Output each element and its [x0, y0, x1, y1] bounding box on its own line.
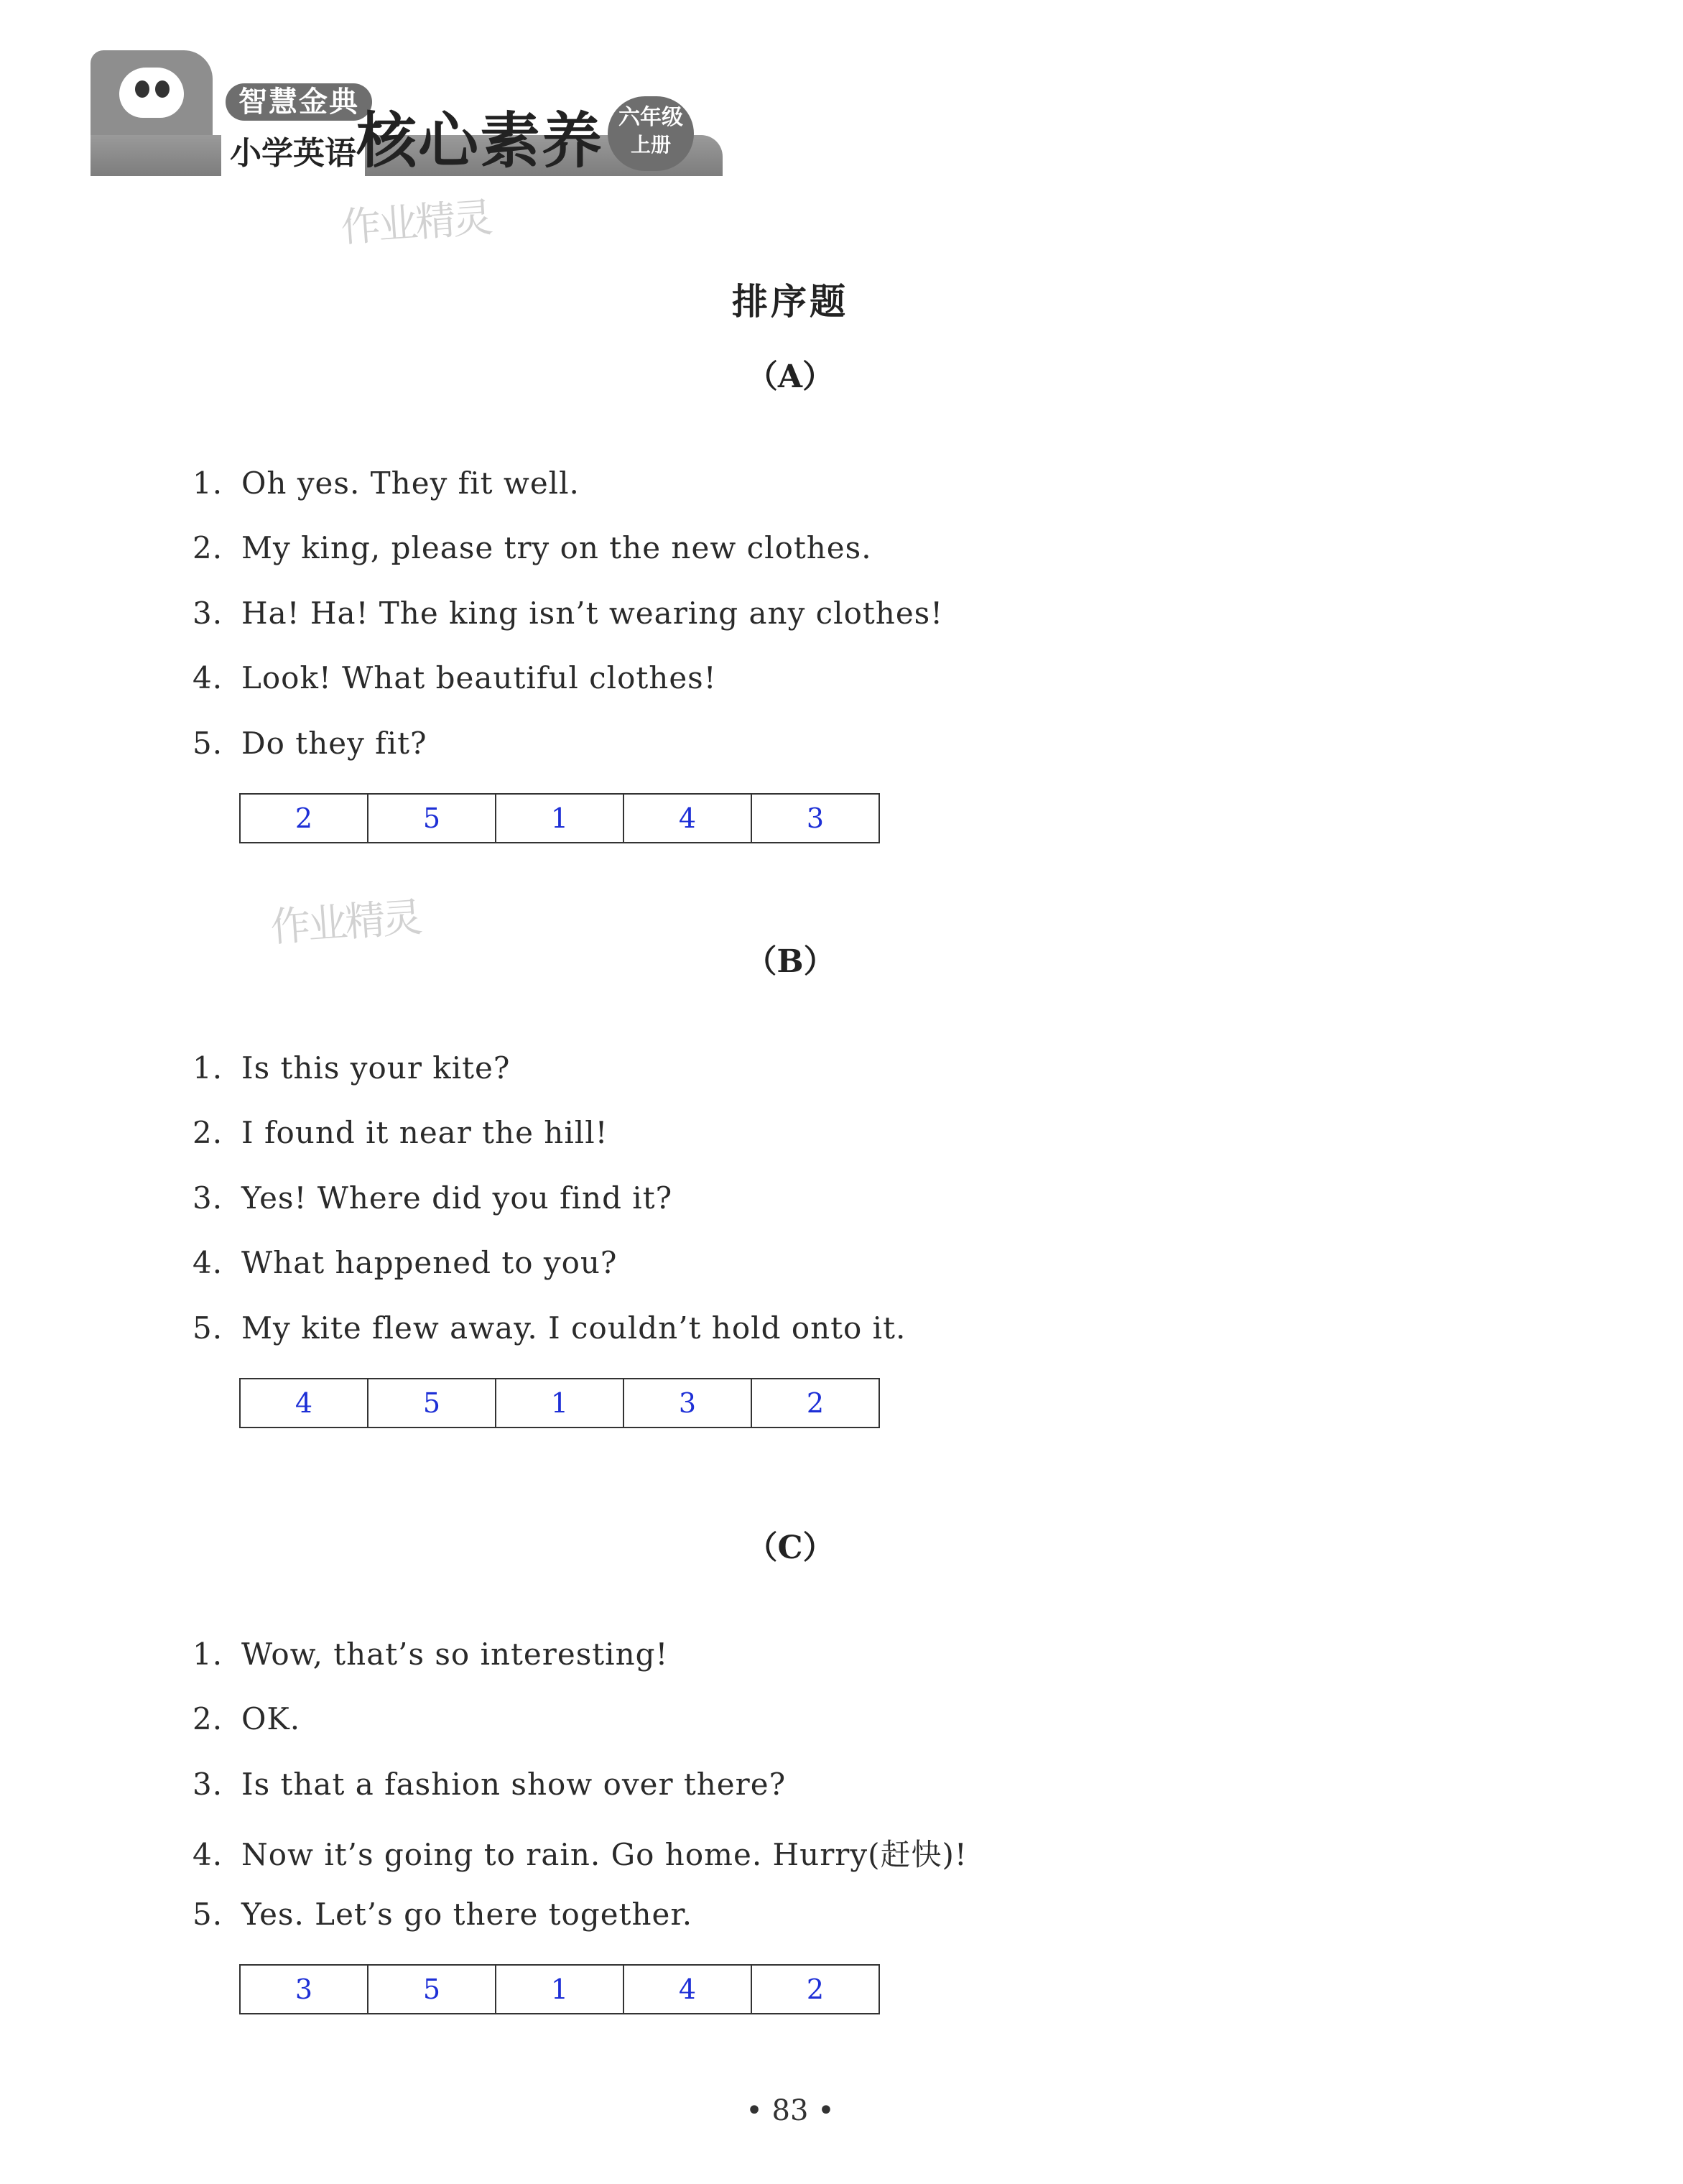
list-item: [193, 1180, 672, 1216]
answer-table: [239, 793, 880, 843]
item-number: 5.: [193, 1897, 223, 1932]
list-item: [193, 1050, 510, 1086]
item-text: Do they fit?: [241, 726, 427, 761]
section-label: （C）: [746, 1530, 835, 1566]
item-text: Now it’s going to rain. Go home. Hurry(赶快)!: [241, 1837, 968, 1872]
answer-cell: 1: [496, 1379, 624, 1427]
grade-badge: [608, 96, 694, 171]
series-name: 智慧金典: [226, 83, 372, 121]
list-item: [193, 1637, 668, 1672]
item-text: My king, please try on the new clothes.: [241, 530, 872, 565]
list-item: [193, 1115, 608, 1150]
item-number: 2.: [193, 530, 223, 565]
item-number: 2.: [193, 1701, 223, 1736]
item-text: Look! What beautiful clothes!: [241, 660, 717, 695]
item-number: 5.: [193, 1310, 223, 1346]
list-item: [193, 596, 943, 631]
list-item: [193, 1310, 906, 1346]
item-number: 5.: [193, 726, 223, 761]
grade-level: 六年级: [618, 105, 683, 130]
answer-table: [239, 1964, 880, 2014]
answer-cell: 4: [241, 1379, 368, 1427]
item-text: Is that a fashion show over there?: [241, 1767, 787, 1802]
answer-cell: 5: [368, 795, 496, 842]
list-item: [193, 1701, 300, 1736]
answer-cell: 5: [368, 1379, 496, 1427]
answer-table: [239, 1378, 880, 1428]
item-number: 3.: [193, 596, 223, 631]
answer-cell: 2: [241, 795, 368, 842]
item-text: Wow, that’s so interesting!: [241, 1637, 669, 1672]
watermark: 作业精灵: [269, 894, 422, 952]
answer-cell: 1: [496, 795, 624, 842]
list-item: [193, 466, 580, 501]
answer-cell: 4: [624, 795, 752, 842]
item-number: 2.: [193, 1115, 223, 1150]
item-text: Oh yes. They fit well.: [241, 466, 580, 501]
item-number: 1.: [193, 466, 223, 501]
logo-eye-left: [135, 80, 149, 98]
header-banner: [91, 50, 723, 176]
list-item: [193, 1767, 786, 1802]
item-text: OK.: [241, 1701, 301, 1736]
subject-name: 小学英语: [221, 131, 365, 177]
answer-cell: 5: [368, 1966, 496, 2013]
item-text: Yes. Let’s go there together.: [241, 1897, 693, 1932]
item-text: Is this your kite?: [241, 1050, 511, 1086]
answer-cell: 2: [806, 1387, 825, 1419]
watermark: 作业精灵: [339, 194, 492, 252]
answer-cell: 2: [806, 1974, 825, 2005]
answer-cell: 3: [624, 1379, 752, 1427]
item-text: Yes! Where did you find it?: [241, 1180, 673, 1216]
item-text: Ha! Ha! The king isn’t wearing any clothes!: [241, 596, 944, 631]
answer-cell: 3: [241, 1966, 368, 2013]
item-number: 4.: [193, 1245, 223, 1280]
item-number: 4.: [193, 660, 223, 695]
item-number: 3.: [193, 1180, 223, 1216]
mascot-logo-icon: [119, 68, 184, 118]
list-item: [193, 1245, 617, 1280]
answer-cell: 4: [624, 1966, 752, 2013]
item-text: My kite flew away. I couldn’t hold onto it.: [241, 1310, 907, 1346]
book-brand: 核心素养: [356, 106, 604, 176]
page-title: 排序题: [732, 281, 848, 323]
item-number: 3.: [193, 1767, 223, 1802]
item-number: 1.: [193, 1637, 223, 1672]
section-label: （B）: [745, 943, 835, 980]
item-number: 4.: [193, 1837, 223, 1872]
list-item: [193, 530, 872, 565]
item-text: I found it near the hill!: [241, 1115, 608, 1150]
grade-term: 上册: [630, 133, 671, 157]
page-number: • 83 •: [746, 2094, 835, 2127]
list-item: [193, 1897, 692, 1932]
list-item: [193, 660, 717, 695]
list-item: [193, 726, 427, 761]
section-label: （A）: [746, 358, 835, 395]
answer-cell: 3: [806, 802, 825, 834]
logo-eye-right: [155, 80, 170, 98]
list-item: [193, 1831, 968, 1874]
item-number: 1.: [193, 1050, 223, 1086]
answer-cell: 1: [496, 1966, 624, 2013]
item-text: What happened to you?: [241, 1245, 618, 1280]
